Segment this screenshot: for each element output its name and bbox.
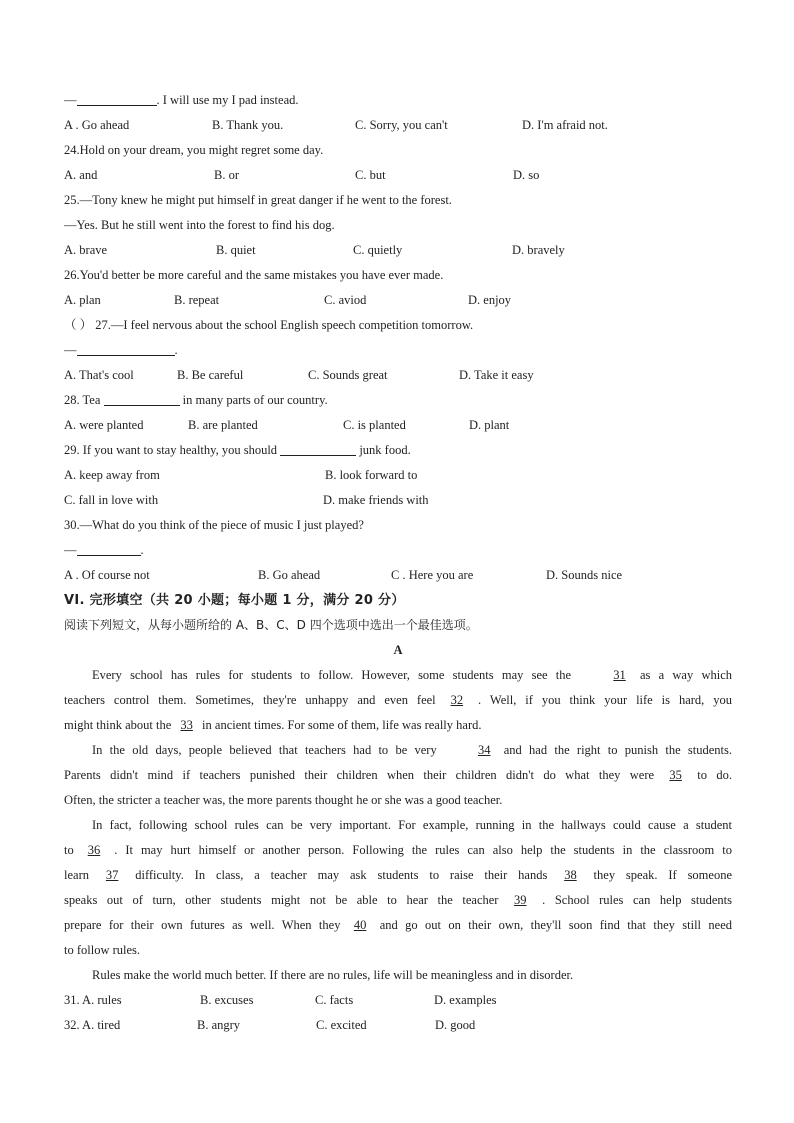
q23-stem [64,88,732,113]
dash: — [64,93,77,107]
blank-38: 38 [564,868,577,882]
period: . [174,343,178,357]
q28-stem [64,388,732,413]
q27-option-c: C. Sounds great [308,368,388,382]
q28-stem-prefix: 28. Tea [64,393,104,407]
passage-line [64,838,732,863]
q23-stem-text: . I will use my I pad instead. [156,93,299,107]
q28-option-a: A. were planted [64,418,144,432]
section-instruction: 阅读下列短文，从每小题所给的 A、B、C、D 四个选项中选出一个最佳选项。 [64,618,478,632]
passage-line [64,863,732,888]
q26-option-c: C. aviod [324,293,367,307]
q32-options [64,1013,732,1038]
q23-option-b: B. Thank you. [212,118,284,132]
q29-options-row-1 [64,463,732,488]
passage-text: to follow rules. [64,943,141,957]
q29-option-a: A. keep away from [64,468,160,482]
passage-text: . It may hurt himself or another person. Following the rules can also help the students in the classroom to [106,843,732,857]
passage-text: as a way which [631,668,732,682]
q26-option-d: D. enjoy [468,293,512,307]
q31-option-a: 31. A. rules [64,993,122,1007]
q27-reply [64,338,732,363]
q32-option-c: C. excited [316,1018,367,1032]
q23-options [64,113,732,138]
answer-blank [280,440,356,456]
q32-option-d: D. good [435,1018,476,1032]
q25-option-c: C. quietly [353,243,403,257]
q31-option-d: D. examples [434,993,497,1007]
passage-line [64,713,732,738]
passage-line [64,763,732,788]
q30-reply [64,538,732,563]
q27-option-b: B. Be careful [177,368,244,382]
passage-text: In the old days, people believed that teachers had to be very [92,743,444,757]
blank-40: 40 [353,918,367,932]
passage-text: learn [64,868,100,882]
passage-text: Every school has rules for students to follow. However, some students may see the [92,668,580,682]
q30-option-d: D. Sounds nice [546,568,623,582]
blank-35: 35 [669,768,682,782]
passage-label: A [393,643,403,657]
q31-option-c: C. facts [315,993,354,1007]
passage-text: difficulty. In class, a teacher may ask students to raise their hands [124,868,559,882]
dash: — [64,543,77,557]
blank-39: 39 [514,893,527,907]
q29-option-d: D. make friends with [323,493,429,507]
q25-option-d: D. bravely [512,243,565,257]
q26-options [64,288,732,313]
passage-text: to [64,843,82,857]
passage-paragraph-3 [64,813,732,963]
q29-stem [64,438,732,463]
q26-stem: 26.You'd better be more careful and the same mistakes you have ever made. [64,268,444,282]
q32-option-b: B. angry [197,1018,241,1032]
section-title: VI. 完形填空（共 20 小题；每小题 1 分，满分 20 分） [64,593,405,608]
passage-text: and go out on their own, they'll soon find that they still need [372,918,732,932]
blank-36: 36 [87,843,101,857]
q29-stem-prefix: 29. If you want to stay healthy, you should [64,443,281,457]
passage-text: to do. [687,768,732,782]
q25-stem-2: —Yes. But he still went into the forest to find his dog. [64,218,335,232]
q28-options [64,413,732,438]
q32-option-a: 32. A. tired [64,1018,121,1032]
passage-line [64,888,732,913]
q24-option-d: D. so [513,168,540,182]
blank-31: 31 [613,668,626,682]
q29-options-row-2 [64,488,732,513]
q23-option-a: A . Go ahead [64,118,130,132]
passage-text: prepare for their own futures as well. When they [64,918,348,932]
q24-option-a: A. and [64,168,98,182]
q27-options [64,363,732,388]
q28-option-b: B. are planted [188,418,258,432]
passage-line [64,938,732,963]
passage-line [64,738,732,763]
q25-stem-1: 25.—Tony knew he might put himself in great danger if he went to the forest. [64,193,452,207]
q29-option-b: B. look forward to [325,468,418,482]
q30-option-c: C . Here you are [391,568,474,582]
q26-option-b: B. repeat [174,293,220,307]
blank-32: 32 [450,693,464,707]
passage-text: Often, the stricter a teacher was, the more parents thought he or she was a good teacher. [64,793,503,807]
period: . [140,543,144,557]
q27-option-d: D. Take it easy [459,368,534,382]
passage-line [64,688,732,713]
passage-text: speaks out of turn, other students might not be able to hear the teacher [64,893,509,907]
passage-text: . School rules can help students [532,893,732,907]
q26-option-a: A. plan [64,293,101,307]
dash: — [64,343,77,357]
q28-option-d: D. plant [469,418,510,432]
answer-blank [104,390,180,406]
exam-page [64,88,732,1038]
q24-stem: 24.Hold on your dream, you might regret some day. [64,143,324,157]
passage-text: . Well, if you think your life is hard, you [469,693,732,707]
passage-line [64,813,732,838]
q23-option-c: C. Sorry, you can't [355,118,448,132]
passage-text: teachers control them. Sometimes, they're unhappy and even feel [64,693,445,707]
answer-blank [77,340,175,356]
passage-text: in ancient times. For some of them, life was really hard. [198,718,482,732]
passage-text: In fact, following school rules can be very important. For example, running in the hallways could cause a student [92,818,732,832]
q25-option-b: B. quiet [216,243,256,257]
passage-line [64,913,732,938]
blank-37: 37 [105,868,119,882]
q25-options [64,238,732,263]
q23-option-d: D. I'm afraid not. [522,118,608,132]
q24-options [64,163,732,188]
q29-stem-suffix: junk food. [356,443,411,457]
passage-paragraph-2 [64,738,732,813]
q27-option-a: A. That's cool [64,368,134,382]
q31-options [64,988,732,1013]
q24-option-c: C. but [355,168,386,182]
passage-text: might think about the [64,718,175,732]
answer-blank [77,540,141,556]
passage-text: they speak. If someone [582,868,732,882]
passage-line [64,663,732,688]
q30-option-b: B. Go ahead [258,568,321,582]
passage-paragraph-1 [64,663,732,738]
q30-options [64,563,732,588]
q30-stem: 30.—What do you think of the piece of music I just played? [64,518,364,532]
passage-text: Parents didn't mind if teachers punished their children when their children didn't do what they were [64,768,664,782]
answer-blank [77,90,157,106]
q31-option-b: B. excuses [200,993,254,1007]
q28-stem-suffix: in many parts of our country. [179,393,328,407]
q28-option-c: C. is planted [343,418,406,432]
passage-paragraph-4: Rules make the world much better. If there are no rules, life will be meaningless and in disorder. [92,968,574,982]
passage-text: and had the right to punish the students. [496,743,732,757]
q30-option-a: A . Of course not [64,568,150,582]
passage-line [64,788,732,813]
q27-stem: （ ） 27.—I feel nervous about the school English speech competition tomorrow. [64,318,474,332]
q29-option-c: C. fall in love with [64,493,159,507]
q25-option-a: A. brave [64,243,108,257]
q24-option-b: B. or [214,168,239,182]
blank-34: 34 [477,743,491,757]
blank-33: 33 [180,718,193,732]
